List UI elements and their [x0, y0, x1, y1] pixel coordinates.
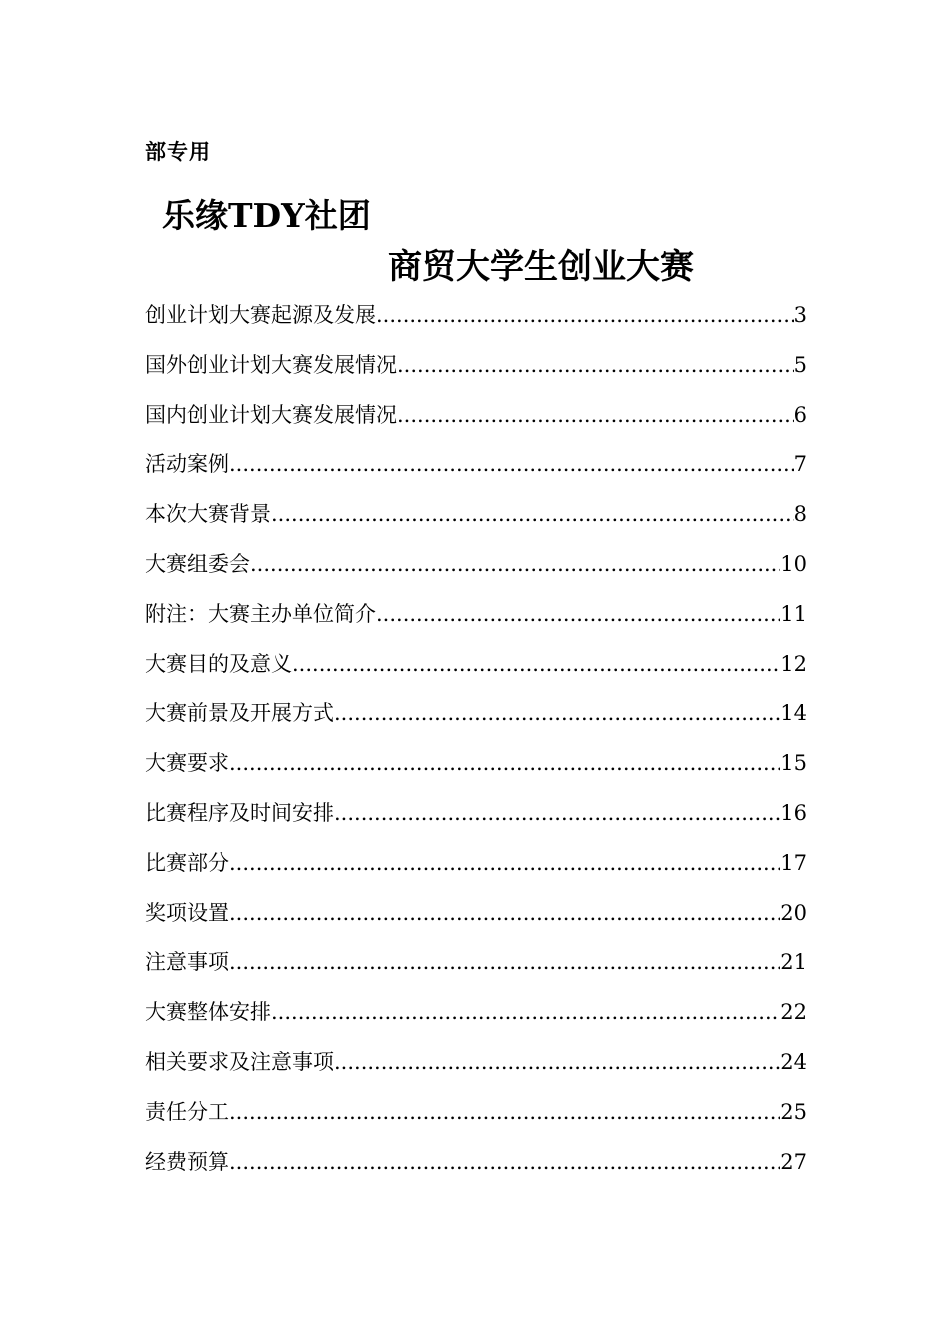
toc-entry-label: 大赛要求	[145, 751, 229, 776]
toc-entry[interactable]	[145, 348, 807, 398]
toc-dot-leader	[229, 896, 780, 930]
toc-page-number: 8	[793, 502, 807, 527]
toc-page-number: 15	[780, 751, 807, 776]
toc-dot-leader	[229, 447, 794, 481]
toc-dot-leader	[334, 1045, 780, 1079]
toc-page-number: 21	[780, 950, 807, 975]
toc-page-number: 12	[780, 651, 807, 676]
toc-page-number: 20	[780, 900, 807, 925]
toc-entry[interactable]	[145, 1045, 807, 1095]
toc-page-number: 16	[780, 800, 807, 825]
toc-page-number: 10	[780, 551, 807, 576]
toc-entry-label: 经费预算	[145, 1149, 229, 1174]
toc-entry-label: 比赛程序及时间安排	[145, 800, 334, 825]
toc-entry-label: 比赛部分	[145, 850, 229, 875]
toc-page-number: 5	[793, 352, 807, 377]
toc-page-number: 14	[780, 701, 807, 726]
toc-page-number: 17	[780, 850, 807, 875]
toc-entry-label: 大赛目的及意义	[145, 651, 292, 676]
toc-entry-label: 注意事项	[145, 950, 229, 975]
toc-entry[interactable]	[145, 298, 807, 348]
toc-entry-label: 国外创业计划大赛发展情况	[145, 352, 397, 377]
toc-dot-leader	[376, 597, 780, 631]
toc-page-number: 11	[780, 601, 807, 626]
toc-dot-leader	[334, 796, 780, 830]
toc-page-number: 24	[780, 1049, 807, 1074]
toc-entry[interactable]	[145, 746, 807, 796]
toc-dot-leader	[229, 1145, 780, 1179]
toc-entry[interactable]	[145, 597, 807, 647]
toc-page-number: 6	[793, 402, 807, 427]
toc-entry-label: 本次大赛背景	[145, 502, 271, 527]
table-of-contents	[145, 298, 807, 1194]
toc-dot-leader	[250, 547, 780, 581]
toc-dot-leader	[397, 348, 794, 382]
toc-entry-label: 奖项设置	[145, 900, 229, 925]
document-title: 商贸大学生创业大赛	[388, 247, 694, 287]
toc-entry-label: 大赛前景及开展方式	[145, 701, 334, 726]
toc-page-number: 3	[793, 303, 807, 327]
toc-entry-label: 责任分工	[145, 1099, 229, 1124]
toc-dot-leader	[397, 398, 794, 432]
toc-entry[interactable]	[145, 1095, 807, 1145]
toc-page-number: 22	[780, 1000, 807, 1025]
toc-entry-label: 附注：大赛主办单位简介	[145, 601, 376, 626]
toc-entry[interactable]	[145, 398, 807, 448]
toc-entry[interactable]	[145, 647, 807, 697]
toc-entry[interactable]	[145, 696, 807, 746]
toc-page-number: 25	[780, 1099, 807, 1124]
toc-entry-label: 创业计划大赛起源及发展	[145, 303, 376, 327]
toc-entry[interactable]	[145, 497, 807, 547]
toc-entry[interactable]	[145, 945, 807, 995]
toc-dot-leader	[229, 1095, 780, 1129]
toc-dot-leader	[334, 696, 780, 730]
toc-entry-label: 相关要求及注意事项	[145, 1049, 334, 1074]
toc-dot-leader	[229, 945, 780, 979]
org-title: 乐缘TDY社团	[162, 196, 371, 235]
toc-dot-leader	[376, 298, 794, 332]
toc-dot-leader	[229, 746, 780, 780]
toc-page-number: 7	[793, 452, 807, 477]
toc-dot-leader	[292, 647, 780, 681]
header-label: 部专用	[145, 139, 211, 164]
toc-entry[interactable]	[145, 995, 807, 1045]
toc-entry-label: 国内创业计划大赛发展情况	[145, 402, 397, 427]
toc-dot-leader	[229, 846, 780, 880]
toc-entry-label: 活动案例	[145, 452, 229, 477]
toc-entry[interactable]	[145, 896, 807, 946]
toc-dot-leader	[271, 995, 780, 1029]
toc-page-number: 27	[780, 1149, 807, 1174]
toc-entry[interactable]	[145, 1145, 807, 1195]
toc-entry[interactable]	[145, 796, 807, 846]
toc-entry-label: 大赛组委会	[145, 551, 250, 576]
toc-entry[interactable]	[145, 846, 807, 896]
toc-dot-leader	[271, 497, 794, 531]
toc-entry-label: 大赛整体安排	[145, 1000, 271, 1025]
toc-entry[interactable]	[145, 547, 807, 597]
toc-entry[interactable]	[145, 447, 807, 497]
